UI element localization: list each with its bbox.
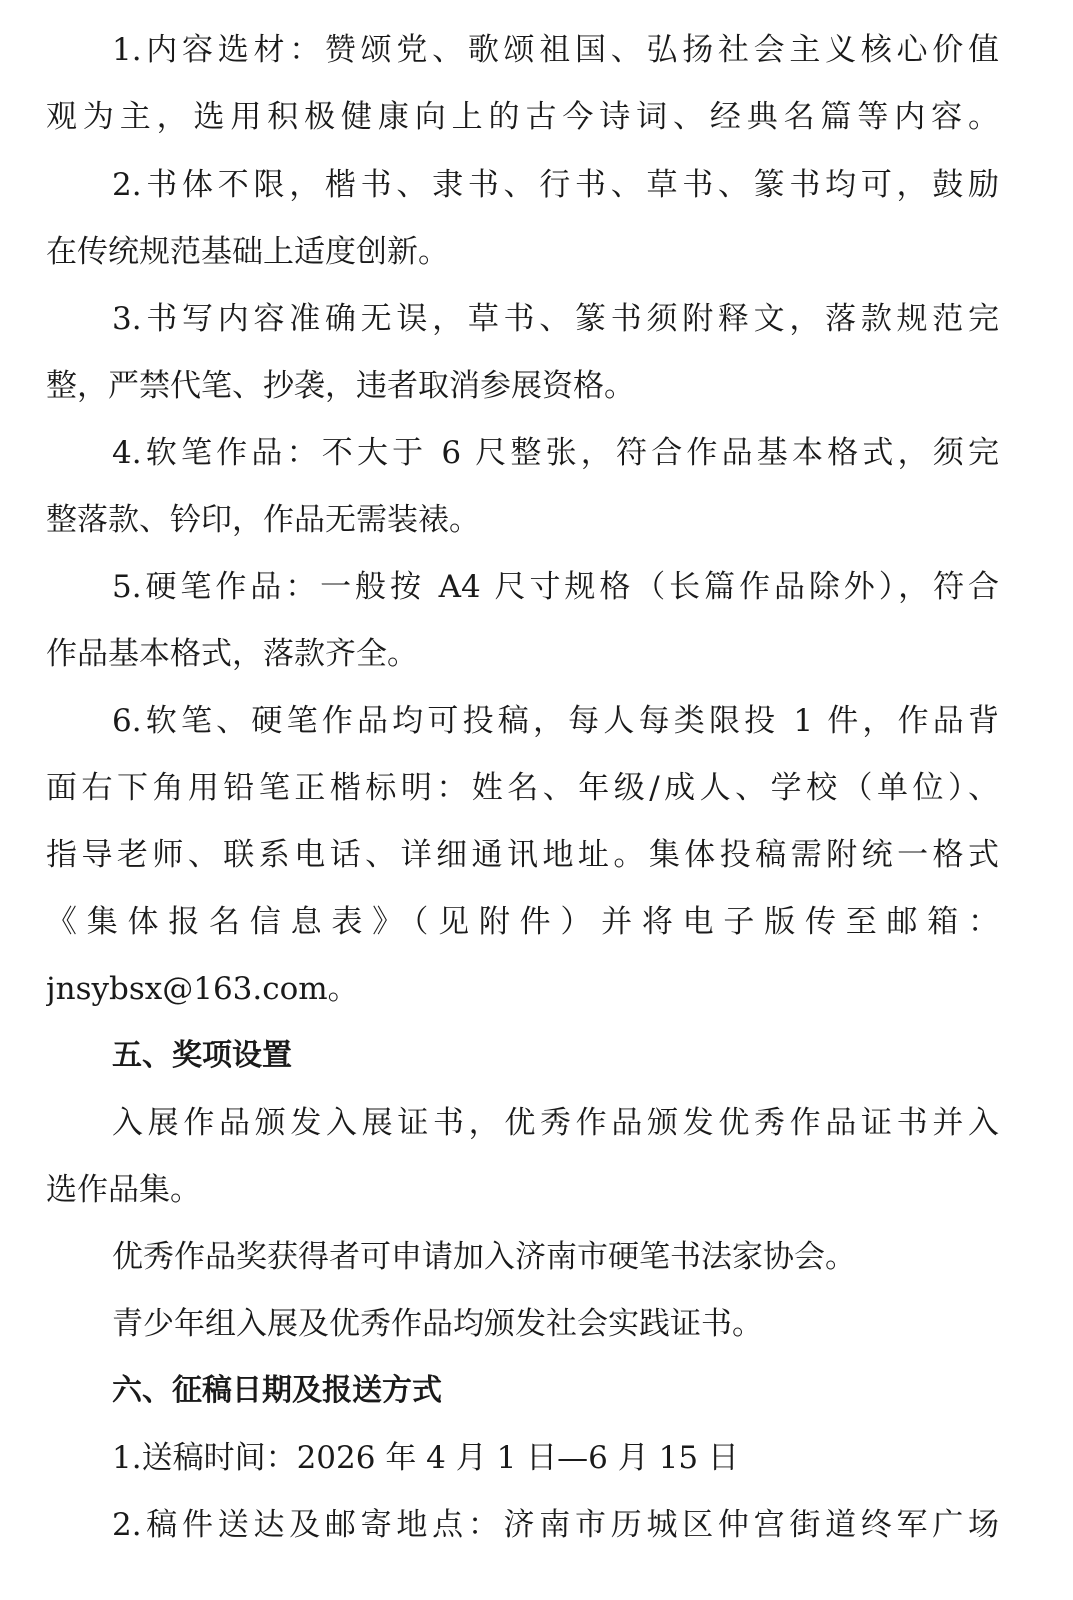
paragraph-6-line-1: 6.软笔、硬笔作品均可投稿，每人每类限投 1 件，作品背 (112, 703, 999, 739)
paragraph-6-line-4: 《集体报名信息表》（见附件）并将电子版传至邮箱： (46, 904, 999, 940)
paragraph-3-line-1: 3.书写内容准确无误，草书、篆书须附释文，落款规范完 (112, 301, 999, 337)
paragraph-3-line-2: 整，严禁代笔、抄袭，违者取消参展资格。 (46, 368, 635, 404)
paragraph-2-line-1: 2.书体不限，楷书、隶书、行书、草书、篆书均可，鼓励 (112, 167, 999, 203)
paragraph-6-line-3: 指导老师、联系电话、详细通讯地址。集体投稿需附统一格式 (46, 837, 999, 873)
awards-paragraph-1-line-2: 选作品集。 (46, 1172, 201, 1208)
paragraph-4-line-1: 4.软笔作品：不大于 6 尺整张，符合作品基本格式，须完 (112, 435, 999, 471)
section-heading-submission: 六、征稿日期及报送方式 (112, 1373, 442, 1408)
paragraph-1-line-2: 观为主，选用积极健康向上的古今诗词、经典名篇等内容。 (46, 99, 999, 135)
paragraph-2-line-2: 在传统规范基础上适度创新。 (46, 234, 449, 270)
paragraph-1-line-1: 1.内容选材：赞颂党、歌颂祖国、弘扬社会主义核心价值 (112, 32, 999, 68)
awards-paragraph-3: 青少年组入展及优秀作品均颁发社会实践证书。 (112, 1306, 763, 1342)
paragraph-5-line-2: 作品基本格式，落款齐全。 (46, 636, 418, 672)
paragraph-5-line-1: 5.硬笔作品：一般按 A4 尺寸规格（长篇作品除外），符合 (112, 569, 999, 605)
section-heading-awards: 五、奖项设置 (112, 1038, 292, 1073)
submission-date-line: 1.送稿时间：2026 年 4 月 1 日—6 月 15 日 (112, 1440, 739, 1476)
awards-paragraph-1-line-1: 入展作品颁发入展证书，优秀作品颁发优秀作品证书并入 (112, 1105, 999, 1141)
submission-address-line: 2.稿件送达及邮寄地点：济南市历城区仲宫街道终军广场 (112, 1507, 999, 1543)
email-address-line: jnsybsx@163.com。 (46, 971, 359, 1007)
paragraph-6-line-2: 面右下角用铅笔正楷标明：姓名、年级/成人、学校（单位）、 (46, 770, 999, 806)
awards-paragraph-2: 优秀作品奖获得者可申请加入济南市硬笔书法家协会。 (112, 1239, 856, 1275)
paragraph-4-line-2: 整落款、钤印，作品无需装裱。 (46, 502, 480, 538)
